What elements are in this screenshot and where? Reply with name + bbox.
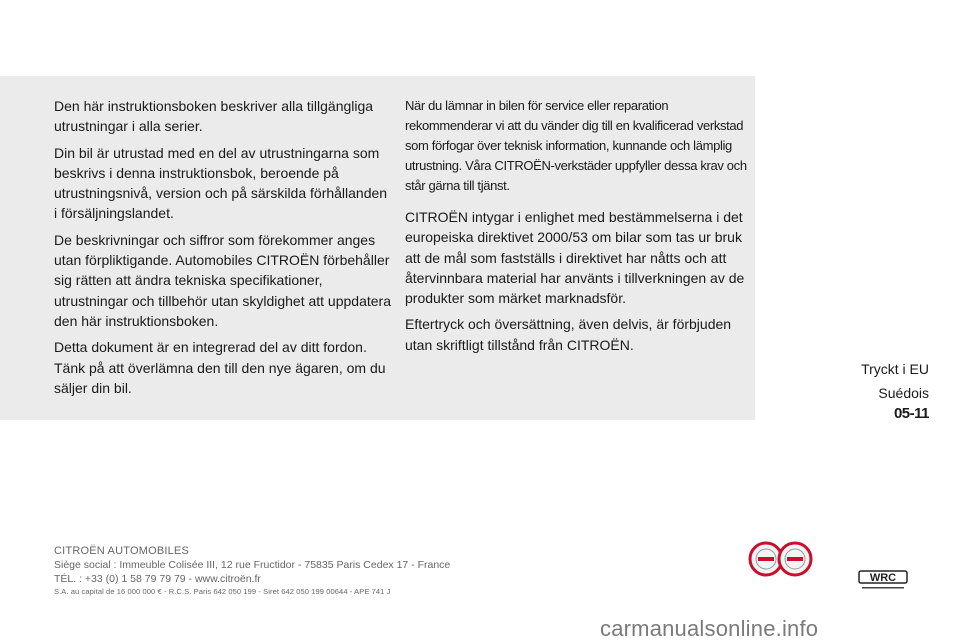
right-column — [405, 96, 750, 361]
champion-seals-icon — [748, 541, 814, 577]
footer-legal: S.A. au capital de 16 000 000 € - R.C.S. Paris 642 050 199 - Siret 642 050 199 00644 - APE 741 J — [54, 587, 391, 596]
footer — [54, 544, 450, 598]
printed-in: Tryckt i EU — [861, 361, 929, 377]
right-paragraph-1: När du lämnar in bilen för service eller reparation rekommenderar vi att du vänder dig till en kvalificerad verkstad som förfogar över teknisk information, kunnande och lämplig utrustning. Våra CITROËN-verkstäder uppfyller dessa krav och står gärna till tjänst. — [405, 98, 747, 193]
left-paragraph-4: Detta dokument är en integrerad del av ditt fordon. Tänk på att överlämna den till den nye ägaren, om du säljer din bil. — [54, 339, 386, 396]
right-paragraph-3: Eftertryck och översättning, även delvis, är förbjuden utan skriftligt tillstånd från CITROËN. — [405, 316, 732, 353]
left-paragraph-1: Den här instruktionsboken beskriver alla tillgängliga utrustningar i alla serier. — [54, 98, 374, 135]
right-paragraph-2: CITROËN intygar i enlighet med bestämmelserna i det europeiska direktivet 2000/53 om bilar som tas ur bruk att de mål som fastställs i direktivet har nåtts och att återvinnbara material har använts i tillverkningen av de produkter som märket marknadsför. — [405, 209, 745, 307]
left-column — [54, 96, 394, 404]
footer-company: CITROËN AUTOMOBILES — [54, 545, 190, 557]
footer-address: Siège social : Immeuble Colisée III, 12 rue Fructidor - 75835 Paris Cedex 17 - France — [54, 559, 451, 571]
left-paragraph-2: Din bil är utrustad med en del av utrustningarna som beskrivs i denna instruktionsbok, beroende på utrustningsnivå, version och på särskilda förhållanden i försäljningslandet. — [54, 144, 388, 222]
language-label: Suédois — [878, 385, 929, 401]
wrc-logo-icon — [858, 568, 908, 592]
watermark: carmanualsonline.info — [600, 616, 819, 641]
footer-contact: TÉL. : +33 (0) 1 58 79 79 79 - www.citroën.fr — [54, 573, 261, 585]
wrc-logo-text: WRC — [869, 572, 897, 584]
left-paragraph-3: De beskrivningar och siffror som förekommer anges utan förpliktigande. Automobiles CITROËN förbehåller sig rätten att ändra tekniska specifikationer, utrustningar och tillbehör utan skyldighet att uppdatera den här instruktionsboken. — [54, 231, 391, 329]
edition-code: 05-11 — [893, 405, 929, 422]
